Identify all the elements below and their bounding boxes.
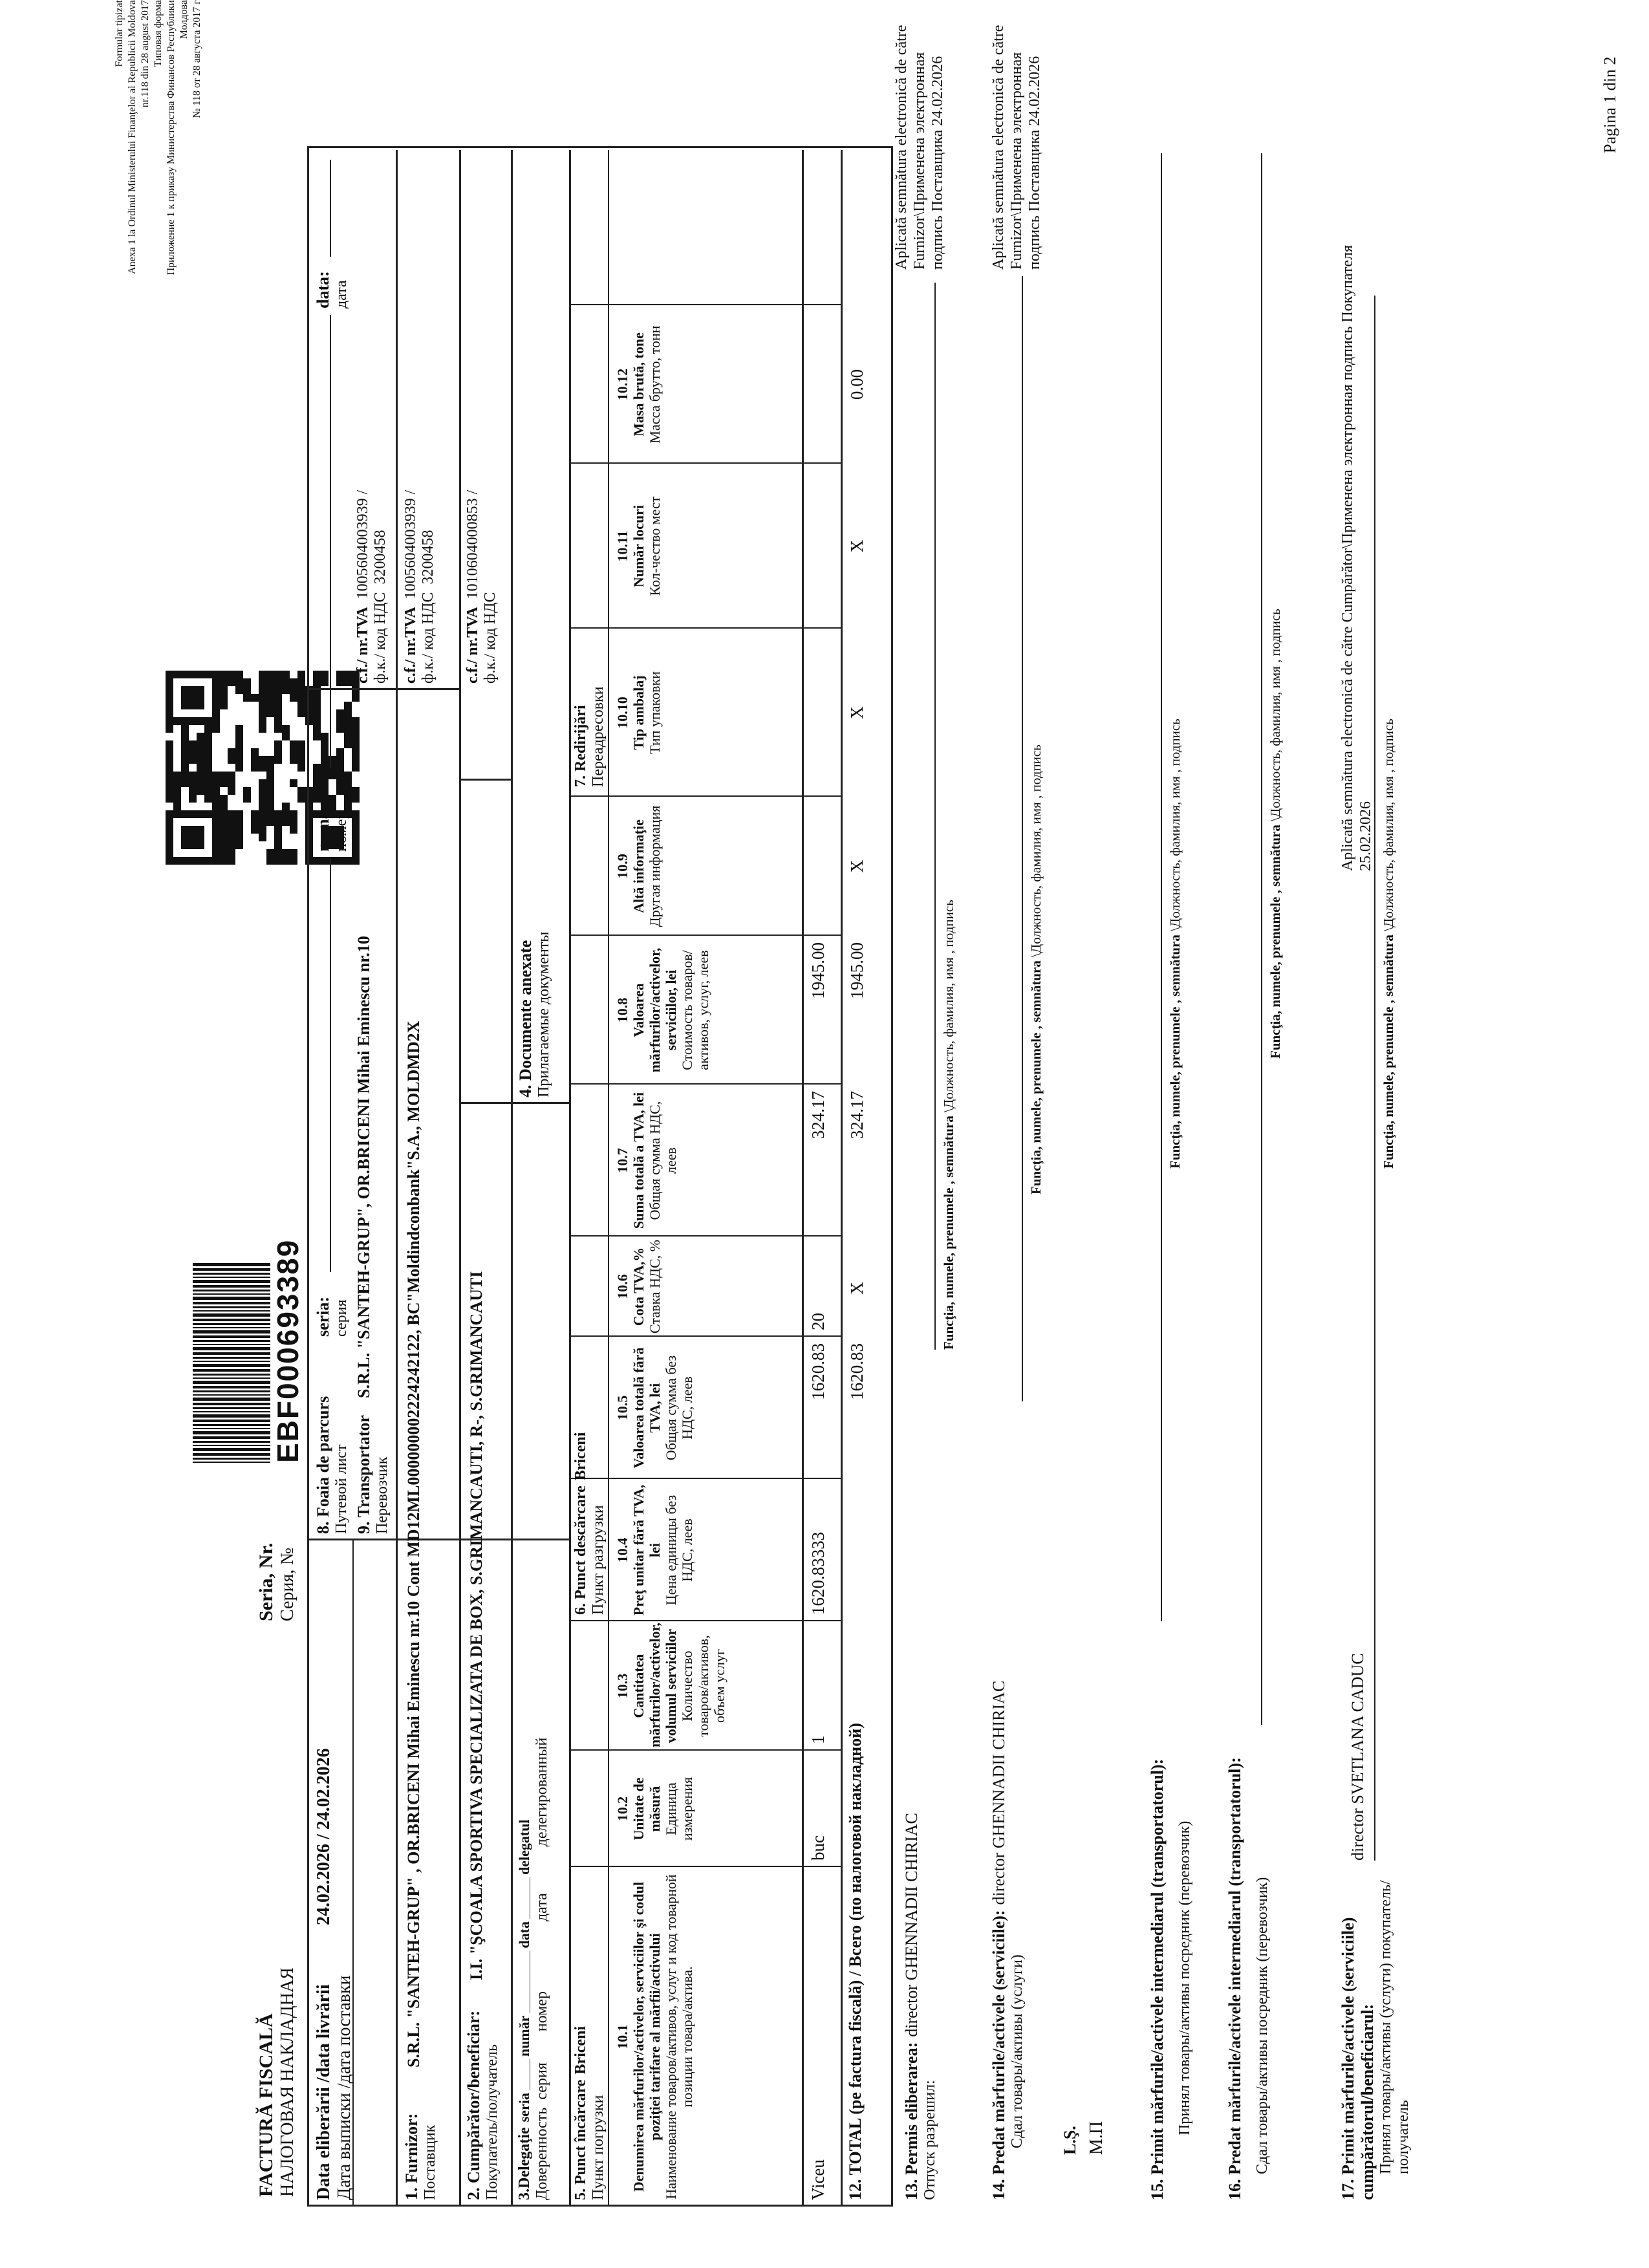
route-sheet-label: 8. Foaia de parcurs Путевой лист — [314, 1396, 350, 1534]
total-other: X — [847, 859, 867, 873]
buyer-fiscal-code: c.f./ nr.TVA 1010604000853 / ф.к./ код НДС — [464, 490, 499, 684]
carrier-label: 9. Transportator Перевозчик — [354, 1415, 391, 1534]
invoice-number: EBF000693389 — [271, 1238, 305, 1463]
stamp-place: L.Ş. М.П — [1061, 2121, 1106, 2155]
item-total-no-vat: 1620.83 — [808, 1343, 828, 1400]
item-value: 1945.00 — [808, 942, 828, 999]
supplier-esign-note-2: Aplicată semnătura electronică de către Furnizor\Применена электронная подпись Поставщика 24.02.2026 — [990, 25, 1043, 270]
route-sheet-series: seria: серия — [314, 1296, 350, 1337]
item-vat-rate: 20 — [808, 1313, 828, 1330]
total-label: 12. TOTAL (pe factura fiscală) / Всего (по налоговой накладной) — [846, 1723, 865, 2200]
item-unit: buc — [808, 1835, 828, 1861]
intermediary-received: 15. Primit mărfurile/activele intermediarul (transportatorul): Принял товары/активы посредник (перевозчик) — [1148, 1758, 1193, 2200]
invoice-form-frame — [307, 146, 893, 2207]
buyer-esign-note: Aplicată semnătura electronică de către Cumpărător\Применена электронная подпись Покупателя 25.02.2026 — [1339, 244, 1374, 871]
issue-date-label: Data eliberării /data livrării Дата выписки /дата поставки — [314, 1975, 354, 2200]
carrier-value: S.R.L. "SANTEH-GRUP", OR.BRICENI Mihai Eminescu nr.10 — [354, 936, 373, 1398]
issue-date-value: 24.02.2026 / 24.02.2026 — [314, 1748, 334, 1925]
col-header-10-5: 10.5 Valoarea totală fără TVA, lei Общая сумма без НДС, леев — [614, 1347, 695, 1469]
buyer-signature-caption: Funcţia, numele, prenumele , semnătura \Должность, фамилия, имя , подпись — [1381, 718, 1396, 1169]
route-sheet-date: data: дата — [314, 271, 350, 308]
total-mass: 0.00 — [847, 369, 867, 400]
handed-over: 14. Predat mărfurile/activele (serviciile): director GHENNADII CHIRIAC Сдал товары/активы (услуги) — [989, 1680, 1026, 2200]
supplier-esign-note: Aplicată semnătura electronică de către Furnizor\Применена электронная подпись Поставщика 24.02.2026 — [893, 25, 946, 270]
buyer-value: I.I. "ŞCOALA SPORTIVA SPECIALIZATA DE BOX, S.GRIMANCAUTI, R-, S.GRIMANCAUTI — [467, 1271, 486, 1980]
total-vat-sum: 324.17 — [847, 1091, 867, 1139]
intermediary-handed: 16. Predat mărfurile/activele intermediarul (transportatorul): Сдал товары/активы посредник (перевозчик) — [1225, 1757, 1271, 2200]
supplier-fiscal-code: c.f./ nr.TVA 1005604003939 / ф.к./ код НДС 3200458 — [402, 490, 436, 684]
attached-documents: 4. Documente anexate Прилагаемые документы — [516, 931, 552, 1097]
carrier-fiscal-code: c.f./ nr.TVA 1005604003939 / ф.к./ код НДС 3200458 — [354, 490, 389, 684]
supplier-value: S.R.L. "SANTEH-GRUP" , OR.BRICENI Mihai Eminescu nr.10 Cont MD12ML000000002224242122, BC"Moldindconbank"S.A., MOLDMD2X — [404, 1021, 423, 2068]
col-header-10-2: 10.2 Unitate de măsură Единица измерения — [614, 1777, 695, 1841]
item-unit-price: 1620.83333 — [808, 1531, 828, 1615]
item-vat-sum: 324.17 — [808, 1091, 828, 1139]
series-label: Seria, Nr. Серия, № — [255, 1542, 297, 1621]
intermediary-received-caption: Funcţia, numele, prenumele , semnătura \Должность, фамилия, имя , подпись — [1167, 718, 1183, 1169]
buyer-received-value: director SVETLANA CADUC — [1348, 1653, 1367, 1861]
unloading-point: 6. Punct descărcare Briceni Пункт разгрузки — [572, 1432, 607, 1615]
buyer-label: 2. Cumpărător/beneficiar: Покупатель/получатель — [464, 2010, 501, 2200]
total-value: 1945.00 — [847, 942, 867, 999]
page-number: Pagina 1 din 2 — [1600, 56, 1619, 153]
power-of-attorney: 3.Delegaţie seria ______ număr ____________ data ________ delegatul Доверенность серия номер дата делегированный — [516, 1737, 550, 2200]
col-header-10-10: 10.10 Tip ambalaj Тип упаковки — [614, 671, 663, 754]
item-quantity: 1 — [808, 1735, 828, 1744]
total-pack: X — [847, 706, 867, 719]
total-vat-rate: X — [847, 1282, 867, 1295]
release-signature-caption: Funcţia, numele, prenumele , semnătura \Должность, фамилия, имя , подпись — [941, 900, 956, 1350]
route-sheet-number: număr: номер — [314, 797, 350, 852]
total-places: X — [847, 539, 867, 553]
col-header-10-1: 10.1 Denumirea mărfurilor/activelor, serviciilor şi codul poziţiei tarifare al mărfii/activului Наименование товаров/активов, услуг и код товарной позиции товара/актива. — [614, 1874, 695, 2199]
col-header-10-9: 10.9 Altă informaţie Другая информация — [614, 805, 663, 927]
supplier-label: 1. Furnizor: Поставщик — [402, 2113, 438, 2200]
redirections: 7. Redirijări Переадресовки — [572, 686, 607, 787]
col-header-10-4: 10.4 Preţ unitar fără TVA, lei Цена единицы без НДС, леев — [614, 1484, 695, 1616]
loading-point: 5. Punct încărcare Briceni Пункт погрузки — [572, 2025, 607, 2200]
invoice-title: FACTURĂ FISCALĂ НАЛОГОВАЯ НАКЛАДНАЯ — [255, 1967, 297, 2197]
release-permit: 13. Permis eliberarea: director GHENNADII CHIRIAC Отпуск разрешил: — [902, 1813, 938, 2200]
handover-signature-caption: Funcţia, numele, prenumele , semnătura \Должность, фамилия, имя , подпись — [1028, 744, 1044, 1194]
buyer-received: 17. Primit mărfurile/activele (serviciile) cumpărătorul/beneficiarul: Принял товары/активы (услуги) покупатель/получатель — [1339, 1880, 1412, 2200]
barcode-image — [193, 1261, 270, 1463]
col-header-10-3: 10.3 Cantitatea mărfurilor/activelor, volumul serviciilor Количество товаров/активов, объем услуг — [614, 1623, 727, 1747]
col-header-10-11: 10.11 Număr locuri Кол-чество мест — [614, 496, 663, 596]
col-header-10-6: 10.6 Cota TVA,% Ставка НДС, % — [614, 1240, 663, 1334]
col-header-10-12: 10.12 Masa brută, tone Масса брутто, тонн — [614, 325, 663, 444]
total-no-vat: 1620.83 — [847, 1343, 867, 1400]
col-header-10-7: 10.7 Suma totală a TVA, lei Общая сумма НДС, леев — [614, 1092, 679, 1229]
intermediary-handed-caption: Funcţia, numele, prenumele , semnătura \Должность, фамилия, имя , подпись — [1267, 609, 1283, 1059]
form-annex-note: Formular tipizat Anexa 1 la Ordinul Ministerului Finanţelor al Republicii Moldova nr.118 din 28 august 2017 Типовая форма Приложение 1 к приказу Министерства Финансов Республики Молдова № 118 от 28 августа 2017 г — [114, 0, 202, 275]
item-name: Viceu — [808, 2159, 828, 2200]
col-header-10-8: 10.8 Valoarea mărfurilor/activelor, serviciilor, lei Стоимость товаров/активов, услуг, леев — [614, 947, 711, 1073]
